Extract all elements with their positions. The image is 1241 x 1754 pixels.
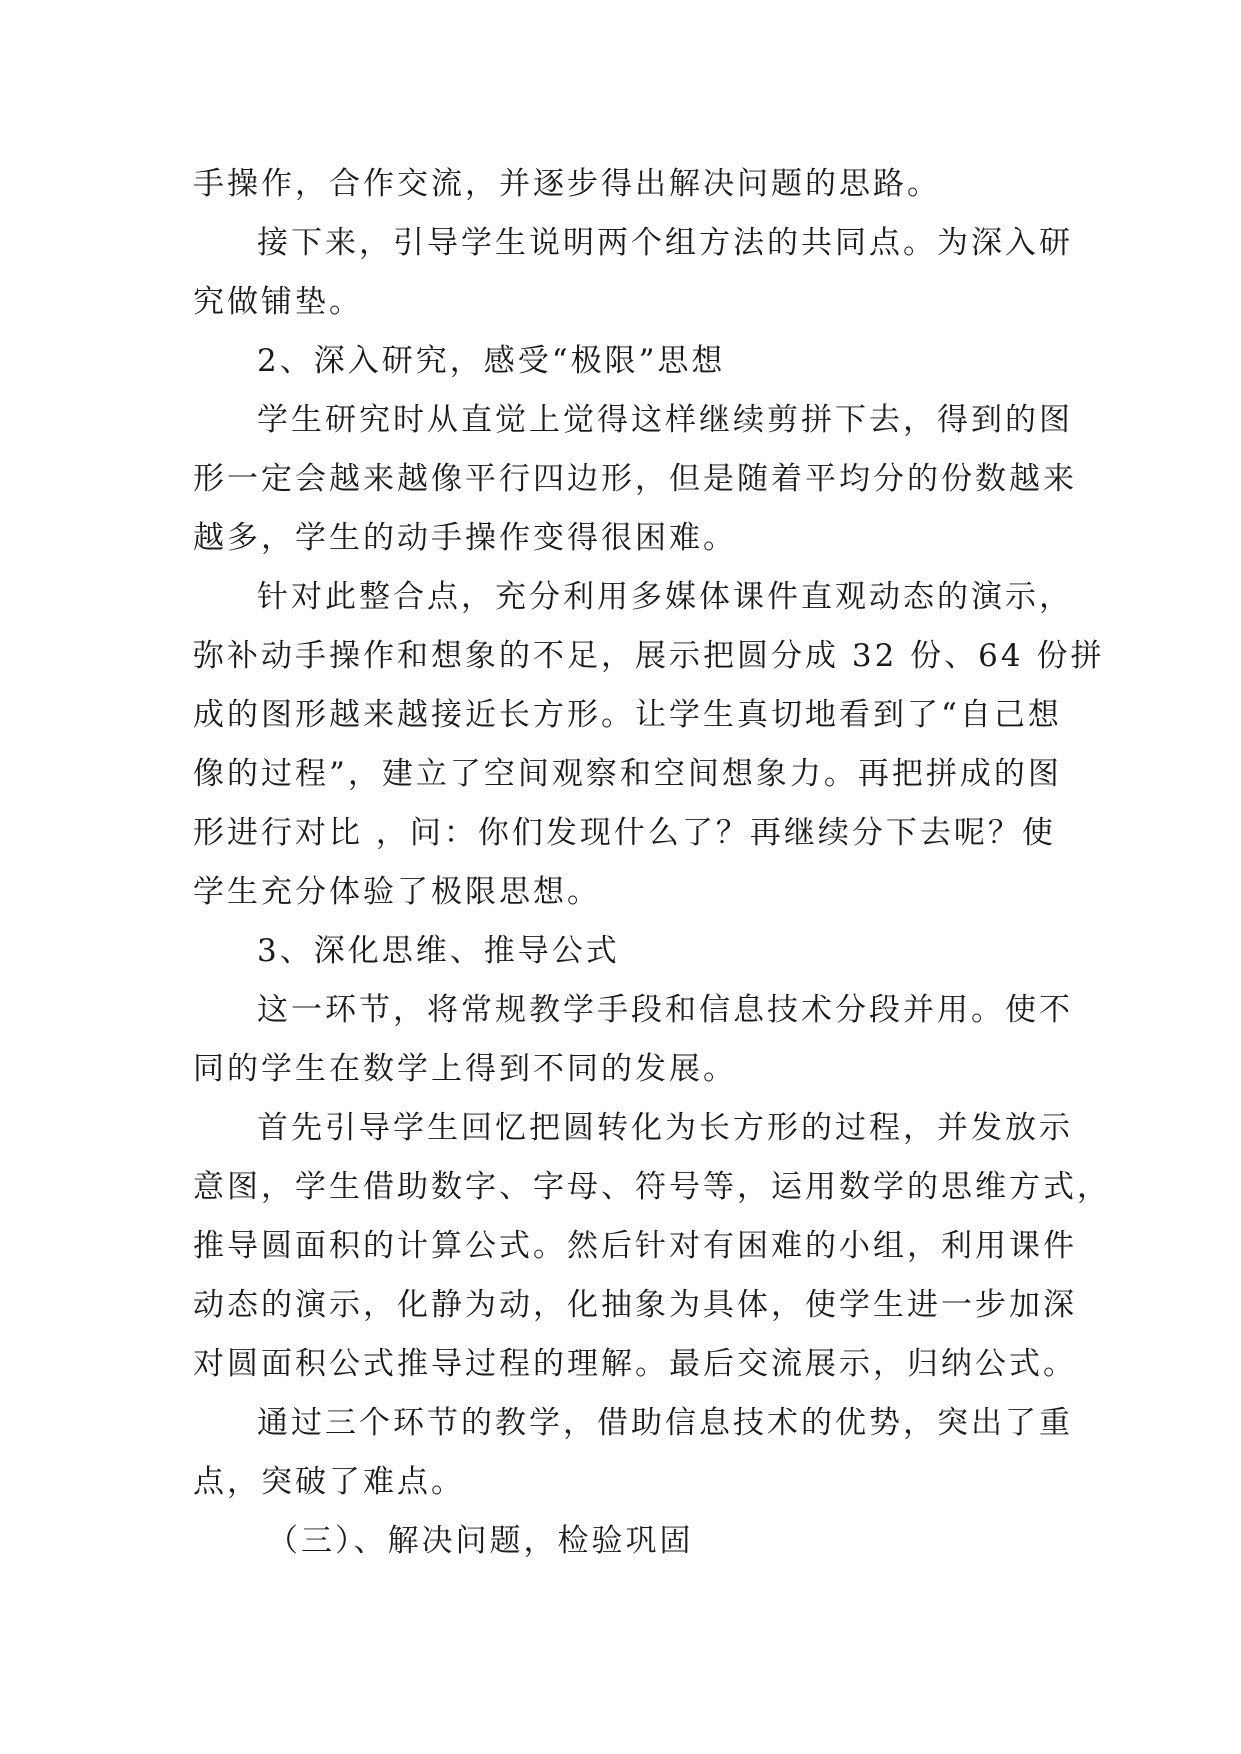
paragraph-line: 形进行对比 ，问：你们发现什么了？再继续分下去呢？使 <box>193 815 1056 851</box>
paragraph-line: 学生充分体验了极限思想。 <box>193 874 601 910</box>
paragraph-line: 首先引导学生回忆把圆转化为长方形的过程，并发放示 <box>257 1110 1073 1146</box>
section-heading: 2、深入研究，感受“极限”思想 <box>257 343 726 379</box>
paragraph-line: 同的学生在数学上得到不同的发展。 <box>193 1051 737 1087</box>
paragraph-line: 究做铺垫。 <box>193 284 363 320</box>
paragraph-line: 像的过程”，建立了空间观察和空间想象力。再把拼成的图 <box>193 756 1062 792</box>
paragraph-line: 接下来，引导学生说明两个组方法的共同点。为深入研 <box>257 225 1073 261</box>
paragraph-line: 形一定会越来越像平行四边形，但是随着平均分的份数越来 <box>193 461 1077 497</box>
paragraph-line: 推导圆面积的计算公式。然后针对有困难的小组，利用课件 <box>193 1228 1077 1264</box>
paragraph-line: 成的图形越来越接近长方形。让学生真切地看到了“自己想 <box>193 697 1062 733</box>
section-heading: （三）、解决问题，检验巩固 <box>267 1523 694 1559</box>
paragraph-line: 通过三个环节的教学，借助信息技术的优势，突出了重 <box>257 1405 1073 1441</box>
paragraph-line: 这一环节，将常规教学手段和信息技术分段并用。使不 <box>257 992 1073 1028</box>
paragraph-line: 学生研究时从直觉上觉得这样继续剪拼下去，得到的图 <box>257 402 1073 438</box>
paragraph-line: 越多，学生的动手操作变得很困难。 <box>193 520 737 556</box>
paragraph-line: 手操作，合作交流，并逐步得出解决问题的思路。 <box>193 166 941 202</box>
section-heading: 3、深化思维、推导公式 <box>257 933 620 969</box>
document-body <box>193 155 1111 1571</box>
paragraph-line: 点，突破了难点。 <box>193 1464 465 1500</box>
paragraph-line: 意图，学生借助数字、字母、符号等，运用数学的思维方式， <box>193 1169 1111 1205</box>
paragraph-line: 对圆面积公式推导过程的理解。最后交流展示，归纳公式。 <box>193 1346 1077 1382</box>
paragraph-line: 动态的演示，化静为动，化抽象为具体，使学生进一步加深 <box>193 1287 1077 1323</box>
paragraph-line: 弥补动手操作和想象的不足，展示把圆分成 32 份、64 份拼 <box>193 638 1105 674</box>
paragraph-line: 针对此整合点，充分利用多媒体课件直观动态的演示， <box>257 579 1073 615</box>
